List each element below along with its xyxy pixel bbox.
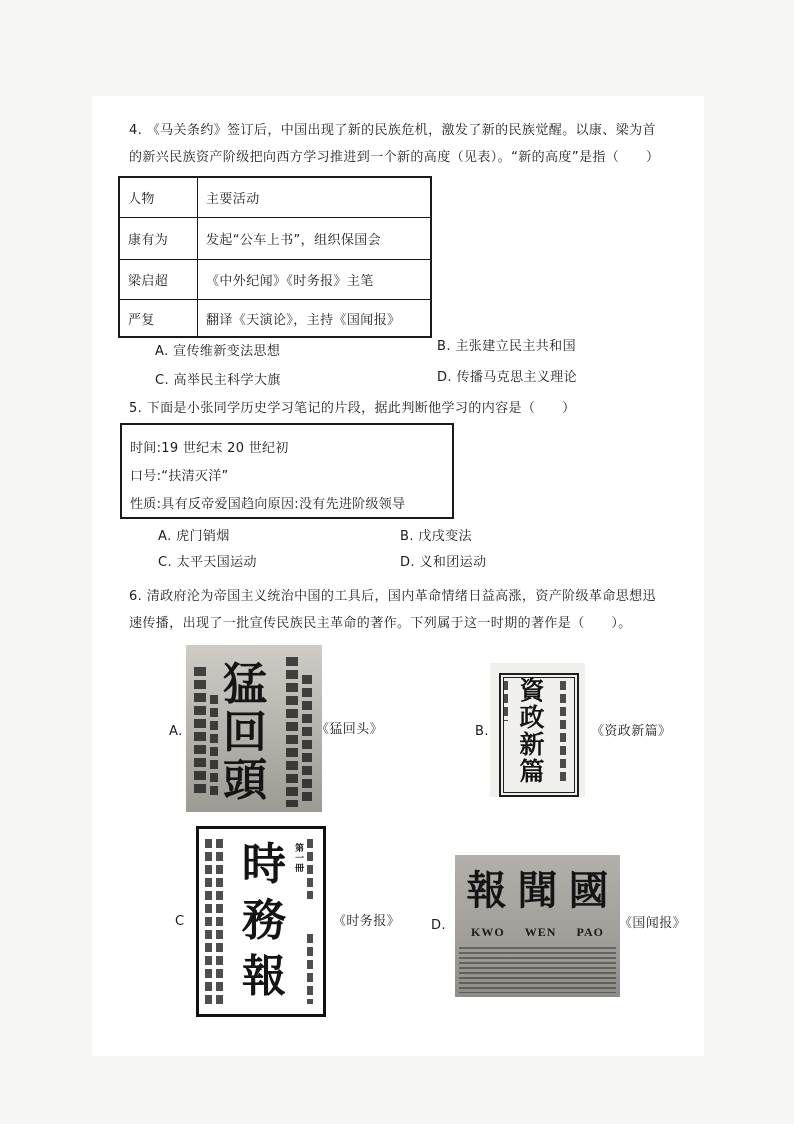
small-text-column (302, 675, 312, 805)
table-cell-person: 梁启超 (120, 260, 198, 299)
q6-option-c-caption: 《时务报》 (333, 914, 401, 929)
q5-stem: 5. 下面是小张同学历史学习笔记的片段，据此判断他学习的内容是（ ） (129, 401, 576, 416)
q5-option-a: A. 虎门销烟 (158, 529, 230, 544)
small-text-column (216, 839, 223, 1004)
small-text-column (560, 681, 566, 781)
masthead-char: 報 (242, 951, 286, 1002)
masthead-char: 務 (242, 895, 286, 946)
q4-stem-line1: 4. 《马关条约》签订后，中国出现了新的民族危机，激发了新的民族觉醒。以康、梁为首 (129, 123, 656, 138)
table-cell-person: 康有为 (120, 218, 198, 259)
q5-option-b: B. 戊戌变法 (400, 529, 472, 544)
table-row (120, 260, 430, 300)
masthead-char: 新 (519, 730, 545, 759)
q4-option-c: C. 高举民主科学大旗 (155, 373, 281, 388)
masthead-title (234, 837, 294, 1005)
q5-option-d: D. 义和团运动 (400, 555, 487, 570)
romanization-word: KWO (471, 925, 505, 939)
small-text-column (504, 681, 508, 721)
q6-option-b-caption: 《资政新篇》 (591, 724, 672, 739)
table-cell-activity: 翻译《天演论》，主持《国闻报》 (206, 312, 401, 328)
q4-option-b: B. 主张建立民主共和国 (437, 339, 576, 354)
q5-note-time: 时间:19 世纪末 20 世纪初 (130, 441, 289, 456)
q6-option-b-label: B. (475, 724, 489, 739)
q6-option-d-label: D. (431, 918, 446, 933)
q6-option-a-label: A. (169, 724, 183, 739)
table-row (120, 300, 430, 336)
masthead-char: 資 (519, 676, 545, 705)
q5-option-c: C. 太平天国运动 (158, 555, 257, 570)
masthead-char: 聞 (517, 867, 558, 914)
q4-stem-line2: 的新兴民族资产阶级把向西方学习推进到一个新的高度（见表）。“新的高度”是指（ ） (129, 150, 660, 165)
table-cell-person: 严复 (120, 300, 198, 336)
q6-option-a-caption: 《猛回头》 (316, 722, 384, 737)
masthead-char: 政 (519, 703, 545, 732)
romanization-word: WEN (524, 925, 557, 939)
table-cell-activity: 发起“公车上书”，组织保国会 (206, 233, 382, 248)
masthead-image-menghuitou (186, 645, 322, 812)
romanization-word: PAO (576, 925, 604, 939)
table-header-activity: 主要活动 (206, 192, 260, 207)
masthead-char: 時 (242, 839, 286, 890)
q6-option-c-label: C (175, 914, 185, 929)
q5-note-slogan: 口号:“扶清灭洋” (130, 469, 229, 484)
q4-option-d: D. 传播马克思主义理论 (437, 370, 578, 385)
masthead-title (512, 677, 552, 785)
table-cell-activity: 《中外纪闻》《时务报》主笔 (206, 274, 374, 289)
q6-option-d-caption: 《国闻报》 (619, 916, 687, 931)
small-text-column (194, 667, 206, 797)
masthead-char: 頭 (223, 755, 267, 806)
small-text-column (286, 657, 298, 807)
masthead-title (214, 661, 276, 805)
masthead-romanization (461, 925, 614, 940)
table-row (120, 218, 430, 260)
masthead-char: 報 (466, 867, 507, 914)
masthead-image-shiwubao (196, 826, 326, 1017)
q5-note-nature: 性质:具有反帝爱国趋向原因:没有先进阶级领导 (130, 497, 406, 512)
masthead-char: 國 (568, 867, 609, 914)
newsprint-texture (459, 947, 616, 993)
table-header-person: 人物 (120, 178, 198, 217)
masthead-char: 猛 (223, 659, 267, 710)
masthead-title (461, 863, 614, 919)
small-text-column (307, 934, 313, 1004)
table-header-row (120, 178, 430, 218)
masthead-char: 篇 (519, 757, 545, 786)
q4-table (118, 176, 432, 338)
q6-stem-line1: 6. 清政府沦为帝国主义统治中国的工具后，国内革命情绪日益高涨，资产阶级革命思想迅 (129, 589, 656, 604)
small-text-column (307, 839, 313, 899)
masthead-char: 回 (223, 707, 267, 758)
small-text-column (205, 839, 212, 1004)
q6-stem-line2: 速传播，出现了一批宣传民族民主革命的著作。下列属于这一时期的著作是（ ）。 (129, 616, 632, 631)
masthead-image-guowenbao (455, 855, 620, 997)
q4-option-a: A. 宣传维新变法思想 (155, 344, 281, 359)
issue-number: 第一冊 (293, 843, 303, 873)
q5-notes-box (120, 423, 454, 519)
masthead-image-zizhengxinpian (490, 663, 585, 797)
